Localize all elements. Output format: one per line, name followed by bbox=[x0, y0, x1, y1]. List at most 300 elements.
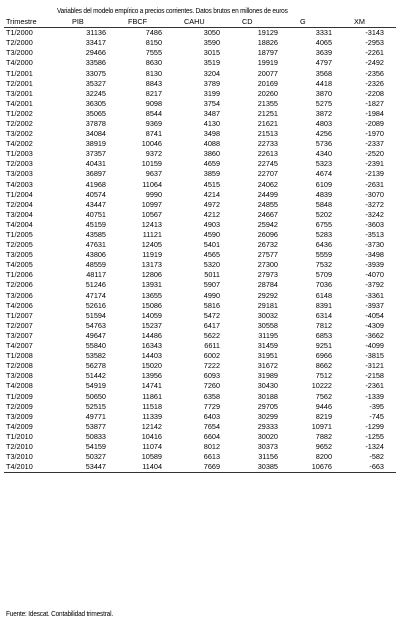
cell-xm: -2089 bbox=[365, 118, 384, 128]
cell-fbcf: 12405 bbox=[141, 240, 162, 250]
cell-pib: 33075 bbox=[85, 68, 106, 78]
cell-g: 6148 bbox=[315, 290, 332, 300]
cell-cd: 20077 bbox=[257, 68, 278, 78]
table-row bbox=[4, 79, 396, 89]
cell-trimestre: T1/2001 bbox=[6, 68, 33, 78]
cell-trimestre: T2/2006 bbox=[6, 280, 33, 290]
cell-cahu: 7260 bbox=[203, 381, 220, 391]
cell-pib: 36897 bbox=[85, 169, 106, 179]
table-row bbox=[4, 341, 396, 351]
cell-cd: 30299 bbox=[257, 411, 278, 421]
cell-cahu: 4212 bbox=[203, 209, 220, 219]
cell-xm: -3498 bbox=[365, 250, 384, 260]
cell-cd: 31989 bbox=[257, 371, 278, 381]
cell-pib: 33586 bbox=[85, 58, 106, 68]
cell-g: 6853 bbox=[315, 330, 332, 340]
cell-trimestre: T1/2008 bbox=[6, 351, 33, 361]
table-row bbox=[4, 280, 396, 290]
cell-fbcf: 11404 bbox=[118, 462, 174, 473]
cell-cahu: 7222 bbox=[203, 361, 220, 371]
cell-trimestre: T3/2006 bbox=[6, 290, 33, 300]
cell-fbcf: 13956 bbox=[141, 371, 162, 381]
cell-xm: -1339 bbox=[365, 391, 384, 401]
cell-trimestre: T2/2008 bbox=[6, 361, 33, 371]
cell-g: 8219 bbox=[315, 411, 332, 421]
cell-fbcf: 11861 bbox=[142, 391, 162, 401]
cell-fbcf: 9098 bbox=[145, 98, 162, 108]
table-row bbox=[4, 361, 396, 371]
cell-xm: -745 bbox=[369, 411, 384, 421]
cell-trimestre: T1/2002 bbox=[6, 108, 33, 118]
cell-trimestre: T4/2005 bbox=[6, 260, 33, 270]
cell-cd: 26096 bbox=[257, 230, 278, 240]
cell-fbcf: 15086 bbox=[141, 300, 162, 310]
cell-trimestre: T4/2008 bbox=[6, 381, 33, 391]
table-row bbox=[4, 109, 396, 119]
cell-cd: 21355 bbox=[257, 98, 278, 108]
table-row bbox=[4, 159, 396, 169]
cell-cahu: 6403 bbox=[203, 411, 220, 421]
table-row bbox=[4, 311, 396, 321]
cell-cahu: 4990 bbox=[203, 290, 220, 300]
cell-cd: 30558 bbox=[257, 320, 278, 330]
cell-g: 7532 bbox=[315, 260, 332, 270]
cell-fbcf: 8150 bbox=[145, 38, 162, 48]
cell-pib: 34084 bbox=[85, 129, 106, 139]
cell-xm: -3662 bbox=[365, 330, 384, 340]
cell-g: 3870 bbox=[315, 88, 332, 98]
cell-xm: -2953 bbox=[365, 38, 384, 48]
cell-cd: 29705 bbox=[257, 401, 278, 411]
table-row bbox=[4, 452, 396, 462]
cell-cd: 24499 bbox=[257, 189, 278, 199]
cell-fbcf: 14486 bbox=[141, 330, 162, 340]
cell-cahu: 5011 bbox=[204, 270, 220, 280]
cell-trimestre: T4/2003 bbox=[6, 179, 33, 189]
cell-cd: 27300 bbox=[257, 260, 278, 270]
cell-trimestre: T4/2002 bbox=[6, 139, 33, 149]
cell-xm: -3070 bbox=[365, 189, 384, 199]
cell-xm: -3361 bbox=[365, 290, 384, 300]
table-row bbox=[4, 48, 396, 58]
cell-trimestre: T1/2000 bbox=[6, 28, 33, 38]
column-header-xm: XM bbox=[344, 17, 396, 28]
cell-cahu: 7669 bbox=[174, 462, 232, 473]
cell-pib: 43585 bbox=[85, 230, 106, 240]
cell-g: 6436 bbox=[315, 240, 332, 250]
cell-trimestre: T2/2005 bbox=[6, 240, 33, 250]
table-row bbox=[4, 442, 396, 452]
cell-xm: -3603 bbox=[365, 219, 384, 229]
cell-cd: 30430 bbox=[257, 381, 278, 391]
cell-trimestre: T1/2005 bbox=[6, 230, 33, 240]
cell-cahu: 5320 bbox=[203, 260, 220, 270]
cell-xm: -4054 bbox=[365, 310, 384, 320]
cell-trimestre: T4/2010 bbox=[4, 462, 62, 473]
cell-cahu: 3498 bbox=[203, 129, 220, 139]
cell-xm: -2139 bbox=[365, 169, 384, 179]
cell-fbcf: 8130 bbox=[145, 68, 162, 78]
cell-g: 9446 bbox=[315, 401, 332, 411]
cell-fbcf: 13173 bbox=[141, 260, 162, 270]
cell-cahu: 3860 bbox=[203, 149, 220, 159]
data-table bbox=[4, 17, 396, 473]
cell-xm: -395 bbox=[369, 401, 384, 411]
cell-cd: 27577 bbox=[257, 250, 278, 260]
cell-g: 5202 bbox=[315, 209, 332, 219]
cell-fbcf: 15237 bbox=[141, 320, 162, 330]
cell-pib: 50650 bbox=[85, 391, 106, 401]
cell-trimestre: T1/2009 bbox=[6, 391, 33, 401]
cell-fbcf: 10567 bbox=[141, 209, 162, 219]
cell-trimestre: T3/2001 bbox=[6, 88, 33, 98]
table-row bbox=[4, 169, 396, 179]
cell-fbcf: 11074 bbox=[142, 441, 162, 451]
cell-xm: -2361 bbox=[365, 381, 384, 391]
cell-cahu: 3590 bbox=[203, 38, 220, 48]
cell-pib: 48559 bbox=[85, 260, 106, 270]
cell-g: 4674 bbox=[315, 169, 332, 179]
cell-cahu: 3050 bbox=[203, 28, 220, 38]
table-row bbox=[4, 58, 396, 68]
table-row bbox=[4, 89, 396, 99]
cell-cahu: 7654 bbox=[203, 421, 220, 431]
cell-fbcf: 16343 bbox=[141, 341, 162, 351]
cell-cahu: 3199 bbox=[203, 88, 220, 98]
table-row bbox=[4, 180, 396, 190]
cell-trimestre: T1/2006 bbox=[6, 270, 33, 280]
cell-trimestre: T3/2010 bbox=[6, 452, 33, 462]
cell-xm: -4099 bbox=[365, 341, 384, 351]
cell-pib: 52616 bbox=[85, 300, 106, 310]
cell-cd: 22745 bbox=[257, 159, 278, 169]
cell-cd: 19129 bbox=[257, 28, 278, 38]
cell-xm: -1324 bbox=[365, 441, 384, 451]
cell-cahu: 5622 bbox=[203, 330, 220, 340]
cell-pib: 45159 bbox=[85, 219, 106, 229]
table-row bbox=[4, 291, 396, 301]
cell-fbcf: 11518 bbox=[142, 401, 162, 411]
cell-trimestre: T3/2007 bbox=[6, 330, 33, 340]
table-row bbox=[4, 220, 396, 230]
cell-cd: 30373 bbox=[257, 441, 278, 451]
cell-xm: -3272 bbox=[365, 199, 384, 209]
cell-cd: 30032 bbox=[257, 310, 278, 320]
table-row bbox=[4, 119, 396, 129]
cell-trimestre: T4/2004 bbox=[6, 219, 33, 229]
cell-fbcf: 10159 bbox=[141, 159, 162, 169]
table-row bbox=[4, 200, 396, 210]
cell-cd: 29181 bbox=[257, 300, 278, 310]
cell-g: 4065 bbox=[315, 38, 332, 48]
cell-pib: 43806 bbox=[85, 250, 106, 260]
cell-trimestre: T3/2002 bbox=[6, 129, 33, 139]
cell-cd: 31459 bbox=[257, 341, 278, 351]
table-row bbox=[4, 38, 396, 48]
cell-trimestre: T4/2000 bbox=[6, 58, 33, 68]
cell-g: 7512 bbox=[315, 371, 332, 381]
header-row bbox=[4, 17, 396, 28]
cell-xm: -1984 bbox=[365, 108, 384, 118]
cell-cd: 31951 bbox=[257, 351, 278, 361]
cell-fbcf: 14403 bbox=[141, 351, 162, 361]
cell-pib: 53877 bbox=[85, 421, 106, 431]
cell-pib: 31136 bbox=[86, 28, 106, 38]
cell-cd: 22613 bbox=[257, 149, 278, 159]
cell-pib: 49771 bbox=[85, 411, 106, 421]
cell-xm: -2337 bbox=[365, 139, 384, 149]
cell-cahu: 8012 bbox=[203, 441, 220, 451]
cell-g: 7812 bbox=[315, 320, 332, 330]
source-note: Fuente: Idescat. Contabilidad trimestral. bbox=[6, 609, 113, 618]
cell-pib: 50327 bbox=[85, 452, 106, 462]
cell-g: 6109 bbox=[315, 179, 332, 189]
cell-pib: 43447 bbox=[85, 199, 106, 209]
cell-cd: 31195 bbox=[258, 330, 278, 340]
cell-trimestre: T1/2004 bbox=[6, 189, 33, 199]
cell-g: 4839 bbox=[315, 189, 332, 199]
cell-fbcf: 9637 bbox=[145, 169, 162, 179]
cell-pib: 53582 bbox=[85, 351, 106, 361]
cell-pib: 41968 bbox=[85, 179, 106, 189]
cell-trimestre: T3/2009 bbox=[6, 411, 33, 421]
cell-trimestre: T4/2007 bbox=[6, 341, 33, 351]
cell-fbcf: 10589 bbox=[141, 452, 162, 462]
cell-pib: 47174 bbox=[85, 290, 106, 300]
cell-pib: 36305 bbox=[85, 98, 106, 108]
cell-cahu: 4214 bbox=[203, 189, 220, 199]
cell-fbcf: 12142 bbox=[141, 421, 162, 431]
cell-g: 10971 bbox=[311, 421, 332, 431]
cell-trimestre: T3/2004 bbox=[6, 209, 33, 219]
cell-trimestre: T2/2010 bbox=[6, 441, 33, 451]
cell-cd: 30385 bbox=[232, 462, 290, 473]
cell-pib: 33417 bbox=[85, 38, 106, 48]
cell-cahu: 3519 bbox=[203, 58, 220, 68]
cell-cd: 30020 bbox=[257, 431, 278, 441]
cell-cd: 29292 bbox=[257, 290, 278, 300]
cell-g: 4803 bbox=[315, 118, 332, 128]
cell-cahu: 3754 bbox=[203, 98, 220, 108]
cell-xm: -2158 bbox=[365, 371, 384, 381]
cell-pib: 50833 bbox=[85, 431, 106, 441]
cell-cd: 19919 bbox=[257, 58, 278, 68]
cell-xm: -2261 bbox=[365, 48, 384, 58]
cell-cd: 31156 bbox=[258, 452, 278, 462]
cell-g: 5283 bbox=[315, 230, 332, 240]
cell-fbcf: 7555 bbox=[145, 48, 162, 58]
cell-fbcf: 8544 bbox=[145, 108, 162, 118]
cell-fbcf: 8843 bbox=[145, 78, 162, 88]
column-header-g: G bbox=[290, 17, 344, 28]
cell-cahu: 6002 bbox=[203, 351, 220, 361]
cell-g: 4256 bbox=[315, 129, 332, 139]
cell-g: 4797 bbox=[315, 58, 332, 68]
cell-fbcf: 11339 bbox=[142, 411, 162, 421]
cell-fbcf: 9372 bbox=[145, 149, 162, 159]
cell-pib: 40431 bbox=[85, 159, 106, 169]
cell-xm: -3937 bbox=[365, 300, 384, 310]
cell-g: 10676 bbox=[290, 462, 344, 473]
cell-cahu: 5472 bbox=[203, 310, 220, 320]
cell-trimestre: T2/2007 bbox=[6, 320, 33, 330]
cell-xm: -2356 bbox=[365, 68, 384, 78]
cell-cahu: 3859 bbox=[203, 169, 220, 179]
cell-cd: 26732 bbox=[257, 240, 278, 250]
cell-g: 4340 bbox=[315, 149, 332, 159]
cell-trimestre: T1/2007 bbox=[6, 310, 33, 320]
cell-cd: 22733 bbox=[257, 139, 278, 149]
cell-fbcf: 11121 bbox=[142, 230, 162, 240]
cell-xm: -1970 bbox=[365, 129, 384, 139]
cell-cahu: 4659 bbox=[203, 159, 220, 169]
cell-xm: -3939 bbox=[365, 260, 384, 270]
cell-trimestre: T3/2005 bbox=[6, 250, 33, 260]
table-row bbox=[4, 371, 396, 381]
cell-xm: -3242 bbox=[365, 209, 384, 219]
cell-cahu: 4515 bbox=[203, 179, 220, 189]
cell-cd: 22707 bbox=[257, 169, 278, 179]
cell-trimestre: T3/2008 bbox=[6, 371, 33, 381]
cell-trimestre: T4/2006 bbox=[6, 300, 33, 310]
column-header-cd: CD bbox=[232, 17, 290, 28]
cell-fbcf: 12806 bbox=[141, 270, 162, 280]
cell-trimestre: T2/2003 bbox=[6, 159, 33, 169]
cell-pib: 54919 bbox=[85, 381, 106, 391]
cell-pib: 51594 bbox=[85, 310, 106, 320]
cell-cd: 21251 bbox=[257, 108, 278, 118]
cell-cahu: 6093 bbox=[203, 371, 220, 381]
cell-fbcf: 7486 bbox=[145, 28, 162, 38]
cell-g: 3331 bbox=[315, 28, 332, 38]
table-row bbox=[4, 301, 396, 311]
cell-g: 7036 bbox=[315, 280, 332, 290]
cell-trimestre: T2/2001 bbox=[6, 78, 33, 88]
cell-pib: 32245 bbox=[85, 88, 106, 98]
table-row bbox=[4, 230, 396, 240]
cell-xm: -3730 bbox=[365, 240, 384, 250]
table-row bbox=[4, 210, 396, 220]
cell-cd: 27973 bbox=[257, 270, 278, 280]
cell-pib: 38919 bbox=[85, 139, 106, 149]
cell-cd: 20169 bbox=[257, 78, 278, 88]
table-row bbox=[4, 412, 396, 422]
table-row bbox=[4, 391, 396, 401]
cell-pib: 37357 bbox=[85, 149, 106, 159]
table-body bbox=[4, 28, 396, 473]
cell-cahu: 5816 bbox=[203, 300, 220, 310]
cell-fbcf: 8741 bbox=[145, 129, 162, 139]
cell-fbcf: 9369 bbox=[145, 118, 162, 128]
cell-pib: 53447 bbox=[62, 462, 118, 473]
cell-fbcf: 13655 bbox=[141, 290, 162, 300]
cell-fbcf: 14741 bbox=[141, 381, 162, 391]
cell-xm: -3815 bbox=[365, 351, 384, 361]
cell-cd: 25942 bbox=[257, 219, 278, 229]
cell-fbcf: 9990 bbox=[145, 189, 162, 199]
cell-cahu: 3204 bbox=[203, 68, 220, 78]
cell-g: 5559 bbox=[315, 250, 332, 260]
cell-fbcf: 13931 bbox=[141, 280, 162, 290]
cell-g: 6314 bbox=[315, 310, 332, 320]
cell-xm: -4070 bbox=[365, 270, 384, 280]
cell-xm: -2520 bbox=[365, 149, 384, 159]
cell-pib: 56278 bbox=[85, 361, 106, 371]
cell-cahu: 5907 bbox=[203, 280, 220, 290]
cell-cd: 29333 bbox=[257, 421, 278, 431]
cell-pib: 48117 bbox=[86, 270, 106, 280]
table-row bbox=[4, 402, 396, 412]
cell-fbcf: 11919 bbox=[142, 250, 162, 260]
cell-fbcf: 14059 bbox=[141, 310, 162, 320]
cell-cd: 21621 bbox=[257, 118, 278, 128]
cell-cahu: 4590 bbox=[203, 230, 220, 240]
cell-g: 8391 bbox=[315, 300, 332, 310]
cell-trimestre: T2/2000 bbox=[6, 38, 33, 48]
cell-pib: 55840 bbox=[85, 341, 106, 351]
cell-trimestre: T3/2003 bbox=[6, 169, 33, 179]
cell-cd: 24062 bbox=[257, 179, 278, 189]
cell-cahu: 6358 bbox=[203, 391, 220, 401]
cell-fbcf: 8217 bbox=[145, 88, 162, 98]
cell-pib: 35065 bbox=[85, 108, 106, 118]
cell-pib: 49647 bbox=[85, 330, 106, 340]
cell-pib: 29466 bbox=[85, 48, 106, 58]
table-row bbox=[4, 270, 396, 280]
cell-xm: -1827 bbox=[365, 98, 384, 108]
table-row bbox=[4, 381, 396, 391]
cell-g: 4418 bbox=[315, 78, 332, 88]
cell-pib: 54763 bbox=[85, 320, 106, 330]
cell-pib: 40574 bbox=[85, 189, 106, 199]
cell-g: 8662 bbox=[315, 361, 332, 371]
cell-trimestre: T4/2009 bbox=[6, 421, 33, 431]
cell-trimestre: T2/2004 bbox=[6, 199, 33, 209]
cell-g: 5275 bbox=[315, 98, 332, 108]
cell-cahu: 4903 bbox=[203, 219, 220, 229]
cell-g: 10222 bbox=[311, 381, 332, 391]
cell-xm: -3143 bbox=[365, 28, 384, 38]
cell-g: 5709 bbox=[315, 270, 332, 280]
cell-g: 3872 bbox=[315, 108, 332, 118]
cell-cd: 21513 bbox=[257, 129, 278, 139]
cell-trimestre: T2/2009 bbox=[6, 401, 33, 411]
cell-g: 7882 bbox=[315, 431, 332, 441]
cell-cahu: 5401 bbox=[203, 240, 220, 250]
table-row bbox=[4, 432, 396, 442]
table-row bbox=[4, 462, 396, 473]
cell-pib: 37878 bbox=[85, 118, 106, 128]
table-row bbox=[4, 321, 396, 331]
table-row bbox=[4, 28, 396, 39]
cell-xm: -3792 bbox=[365, 280, 384, 290]
cell-xm: -2391 bbox=[365, 159, 384, 169]
cell-cahu: 4972 bbox=[203, 199, 220, 209]
cell-xm: -2208 bbox=[365, 88, 384, 98]
cell-cd: 20260 bbox=[257, 88, 278, 98]
cell-trimestre: T2/2002 bbox=[6, 118, 33, 128]
cell-cahu: 6613 bbox=[203, 452, 220, 462]
table-row bbox=[4, 99, 396, 109]
cell-cd: 24667 bbox=[257, 209, 278, 219]
cell-cd: 18797 bbox=[257, 48, 278, 58]
cell-g: 9251 bbox=[315, 341, 332, 351]
cell-xm: -1255 bbox=[365, 431, 384, 441]
column-header-trimestre: Trimestre bbox=[4, 17, 62, 28]
cell-xm: -3121 bbox=[365, 361, 384, 371]
cell-g: 5848 bbox=[315, 199, 332, 209]
cell-g: 3568 bbox=[315, 68, 332, 78]
